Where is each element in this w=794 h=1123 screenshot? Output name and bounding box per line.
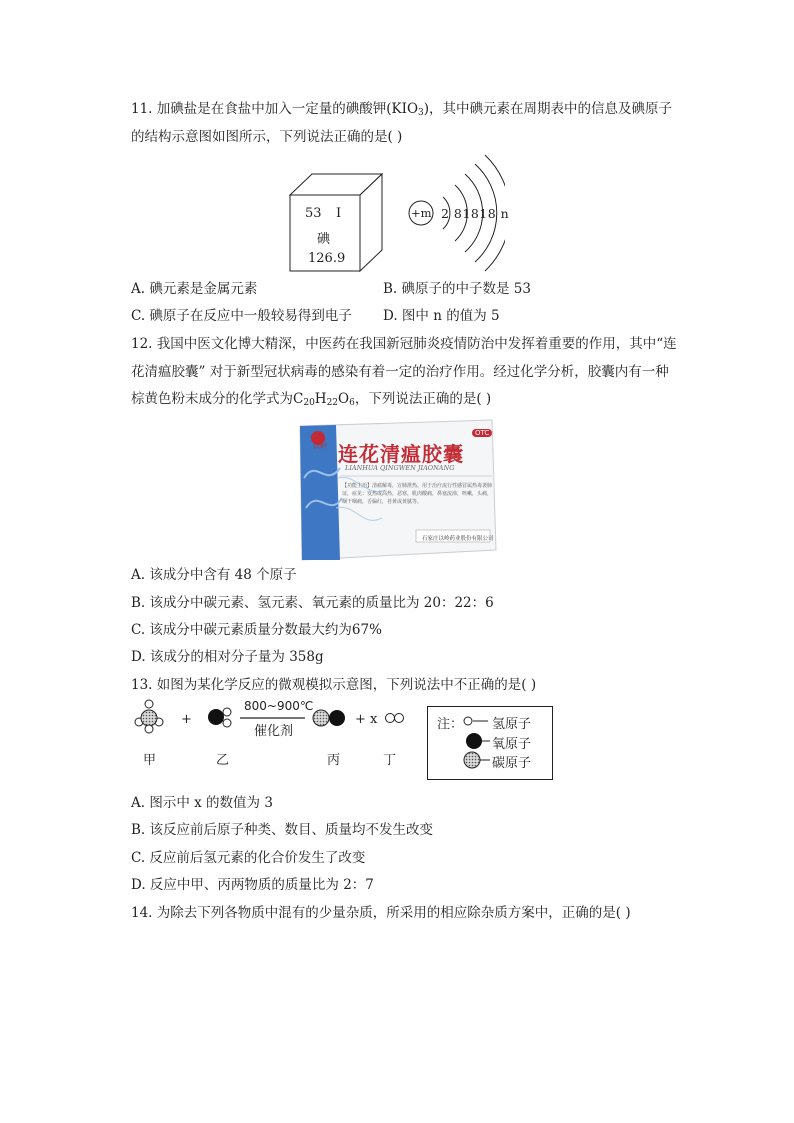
- q12-option-d: D. 该成分的相对分子量为 358g: [131, 649, 324, 665]
- h-atom: [145, 725, 153, 733]
- drug-description: 【功能主治】清瘟解毒，宣肺泄热。用于治疗流行性感冒属热毒袭肺证，症见：发热或高热，恶寒，肌肉酸痛，鼻塞流涕，咳嗽，头痛，咽干咽痛，舌偏红，苔黄或黄腻等。: [342, 483, 493, 505]
- element-name: 碘: [317, 232, 331, 247]
- label-ding: 丁: [383, 753, 397, 768]
- otc-badge: OTC: [472, 429, 492, 437]
- label-jia: 甲: [143, 753, 157, 768]
- h-atom: [386, 714, 395, 723]
- legend-h: 氢原子: [492, 717, 532, 732]
- reaction-temperature: 800~900℃: [244, 699, 314, 713]
- plus-sign: +: [181, 712, 192, 727]
- q11-option-a: A. 碘元素是金属元素: [131, 281, 258, 297]
- drug-pinyin: LIANHUA QINGWEN JIAONANG: [345, 464, 455, 472]
- q13-stem: 13. 如图为某化学反应的微观模拟示意图，下列说法中不正确的是( ): [131, 677, 537, 693]
- atomic-number: 53: [305, 206, 322, 221]
- o-atom: [208, 709, 224, 725]
- drug-title: 连花清瘟胶囊: [338, 442, 464, 466]
- q13-option-a: A. 图示中 x 的数值为 3: [131, 795, 273, 811]
- legend-c-icon: [464, 752, 480, 768]
- label-yi: 乙: [216, 753, 230, 768]
- h-atom: [145, 700, 153, 708]
- electron-shells: 2 81818 n: [441, 206, 510, 221]
- nucleus-charge: +m: [411, 206, 432, 220]
- drug-company: 石家庄以岭药业股份有限公司: [422, 536, 494, 542]
- q13-option-b: B. 该反应前后原子种类、数目、质量均不发生改变: [131, 822, 434, 838]
- q12-option-a: A. 该成分中含有 48 个原子: [131, 567, 297, 583]
- q12-stem-line2: 花清瘟胶囊” 对于新型冠状病毒的感染有着一定的治疗作用。经过化学分析，胶囊内有一种: [131, 364, 669, 380]
- q13-option-c: C. 反应前后氢元素的化合价发生了改变: [131, 850, 366, 866]
- legend-o-icon: [466, 733, 482, 749]
- element-info: [290, 195, 360, 271]
- reaction-catalyst: 催化剂: [254, 724, 294, 739]
- plus-x: + x: [355, 712, 378, 727]
- atomic-mass: 126.9: [308, 251, 346, 266]
- h-atom: [395, 714, 404, 723]
- q12-option-b: B. 该成分中碳元素、氢元素、氧元素的质量比为 20：22：6: [131, 595, 494, 611]
- q11-option-b: B. 碘原子的中子数是 53: [383, 281, 531, 297]
- q11-stem-line1: 11. 加碘盐是在食盐中加入一定量的碘酸钾$(KIO_3)$，其中碘元素在周期表中的信息及碘原子: [131, 101, 673, 118]
- legend-h-icon: [464, 717, 472, 725]
- legend-c: 碳原子: [492, 756, 532, 771]
- q11-option-d: D. 图中 n 的值为 5: [383, 308, 500, 324]
- q14-stem: 14. 为除去下列各物质中混有的少量杂质，所采用的相应除杂质方案中，正确的是( ): [131, 905, 631, 921]
- q13-option-d: D. 反应中甲、丙两物质的质量比为 2：7: [131, 877, 374, 893]
- h-atom: [223, 708, 231, 716]
- o-atom: [329, 710, 345, 726]
- legend-note: 注：: [437, 717, 464, 732]
- q11-stem-line2: 的结构示意图如图所示，下列说法正确的是( ): [131, 129, 403, 145]
- label-bing: 丙: [327, 753, 341, 768]
- drug-brand-logo: 以岭: [313, 442, 327, 450]
- element-symbol: I: [336, 206, 342, 221]
- q12-stem-line1: 12. 我国中医文化博大精深，中医药在我国新冠肺炎疫情防治中发挥着重要的作用，其中“连: [131, 336, 677, 352]
- q12-stem-line3: 棕黄色粉末成分的化学式为$C_{20}H_{22}O_6$，下列说法正确的是( ): [131, 391, 492, 408]
- h-atom: [223, 719, 231, 727]
- c-atom: [141, 710, 157, 726]
- q11-option-c: C. 碘原子在反应中一般较易得到电子: [131, 308, 352, 324]
- c-atom: [313, 710, 329, 726]
- q12-option-c: C. 该成分中碳元素质量分数最大约为67%: [131, 622, 382, 638]
- legend-o: 氧原子: [492, 737, 532, 752]
